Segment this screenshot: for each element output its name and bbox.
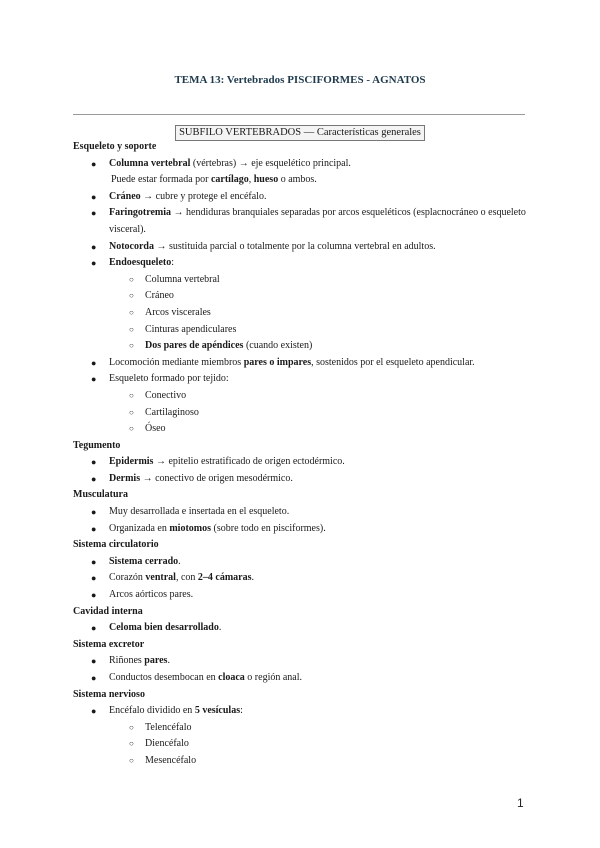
bullet-icon: ● (91, 706, 97, 717)
bullet-icon: ● (91, 258, 97, 269)
list-excretor (73, 653, 533, 686)
section-subtitle: SUBFILO VERTEBRADOS — Características generales (175, 125, 425, 141)
bullet-icon: ● (91, 673, 97, 683)
bullet-icon: ● (91, 573, 97, 584)
list-item: ● Dermis → conectivo de origen mesodérmico. (73, 471, 533, 488)
list-nervioso (73, 703, 533, 769)
document-body (73, 139, 533, 770)
bullet-icon: ● (91, 357, 97, 368)
bullet-icon: ● (91, 623, 97, 634)
heading-nervioso: Sistema nervioso (73, 688, 145, 700)
sub-list-item: ○ Cinturas apendiculares (73, 322, 533, 339)
sub-bullet-icon: ○ (129, 324, 134, 334)
list-item: ● Notocorda → sustituida parcial o totalmente por la columna vertebral en adultos. (73, 239, 533, 256)
page-number: 1 (517, 796, 524, 810)
list-tegumento (73, 454, 533, 487)
heading-esqueleto: Esqueleto y soporte (73, 141, 157, 152)
sub-list-item: ○ Conectivo (73, 388, 533, 405)
list-item: ● Celoma bien desarrollado. (73, 620, 533, 637)
list-item: ● Esqueleto formado por tejido: (73, 371, 533, 388)
list-item-continuation: Puede estar formada por cartílago, hueso o ambos. (111, 174, 317, 186)
list-item: ● Conductos desembocan en cloaca o región anal. (73, 670, 533, 687)
list-item: ● Corazón ventral, con 2–4 cámaras. (73, 570, 533, 587)
sub-bullet-icon: ○ (129, 390, 134, 400)
sub-bullet-icon: ○ (129, 341, 134, 351)
sub-list-item: ○ Óseo (73, 421, 533, 438)
heading-circulatorio: Sistema circulatorio (73, 539, 159, 551)
sub-bullet-icon: ○ (129, 722, 134, 732)
list-item: ● Sistema cerrado. (73, 554, 533, 571)
bullet-icon: ● (91, 523, 97, 534)
heading-cavidad: Cavidad interna (73, 605, 143, 617)
list-item: ● Epidermis → epitelio estratificado de origen ectodérmico. (73, 454, 533, 471)
sub-bullet-icon: ○ (129, 424, 134, 434)
list-item: ● Arcos aórticos pares. (73, 587, 533, 604)
sub-list-item: ○ Cráneo (73, 288, 533, 305)
bullet-icon: ● (91, 507, 97, 518)
list-item: ● Faringotremia → hendiduras branquiales separadas por arcos esqueléticos (esplacnocráneo o esqueleto visceral). (91, 207, 526, 235)
sub-bullet-icon: ○ (129, 307, 134, 317)
sub-list-item: ○ Columna vertebral (73, 272, 533, 289)
list-esqueleto (73, 156, 533, 438)
sub-bullet-icon: ○ (129, 291, 134, 301)
sub-list-item: ○ Dos pares de apéndices (cuando existen) (73, 338, 533, 355)
list-musculatura (73, 504, 533, 537)
sub-bullet-icon: ○ (129, 274, 134, 284)
bullet-icon: ● (91, 590, 97, 601)
sub-bullet-icon: ○ (129, 739, 134, 749)
list-item: ● Endoesqueleto: (73, 255, 533, 272)
bullet-icon: ● (91, 208, 97, 219)
list-item: ● Cráneo → cubre y protege el encéfalo. (73, 189, 533, 206)
sub-bullet-icon: ○ (129, 407, 134, 417)
list-item: ● Encéfalo dividido en 5 vesículas: (73, 703, 533, 720)
list-item: ● Riñones pares. (73, 653, 533, 670)
heading-excretor: Sistema excretor (73, 638, 145, 650)
list-circulatorio (73, 554, 533, 604)
bullet-icon: ● (91, 656, 97, 667)
heading-musculatura: Musculatura (73, 489, 128, 501)
bullet-icon: ● (91, 191, 97, 202)
sub-list-item: ○ Cartilaginoso (73, 405, 533, 422)
sub-list-item: ○ Diencéfalo (73, 736, 533, 753)
sub-list-item: ○ Mesencéfalo (73, 753, 533, 770)
document-title: TEMA 13: Vertebrados PISCIFORMES - AGNATOS (174, 74, 426, 86)
bullet-icon: ● (91, 241, 97, 252)
list-item: ● Muy desarrollada e insertada en el esqueleto. (73, 504, 533, 521)
bullet-icon: ● (91, 556, 97, 567)
list-item: ● Organizada en miotomos (sobre todo en pisciformes). (73, 521, 533, 538)
sub-bullet-icon: ○ (129, 755, 134, 765)
sub-list-item: ○ Telencéfalo (73, 720, 533, 737)
title-divider (73, 114, 525, 115)
bullet-icon: ● (91, 473, 97, 484)
list-cavidad (73, 620, 533, 637)
list-item: ● Locomoción mediante miembros pares o impares, sostenidos por el esqueleto apendicular. (73, 355, 533, 372)
heading-tegumento: Tegumento (73, 439, 121, 451)
bullet-icon: ● (91, 374, 97, 385)
sub-list-item: ○ Arcos viscerales (73, 305, 533, 322)
bullet-icon: ● (91, 158, 97, 169)
bullet-icon: ● (91, 457, 97, 468)
list-item: ● Columna vertebral (vértebras) → eje esquelético principal. Puede estar formada por cartílago, hueso o ambos. (73, 156, 533, 189)
